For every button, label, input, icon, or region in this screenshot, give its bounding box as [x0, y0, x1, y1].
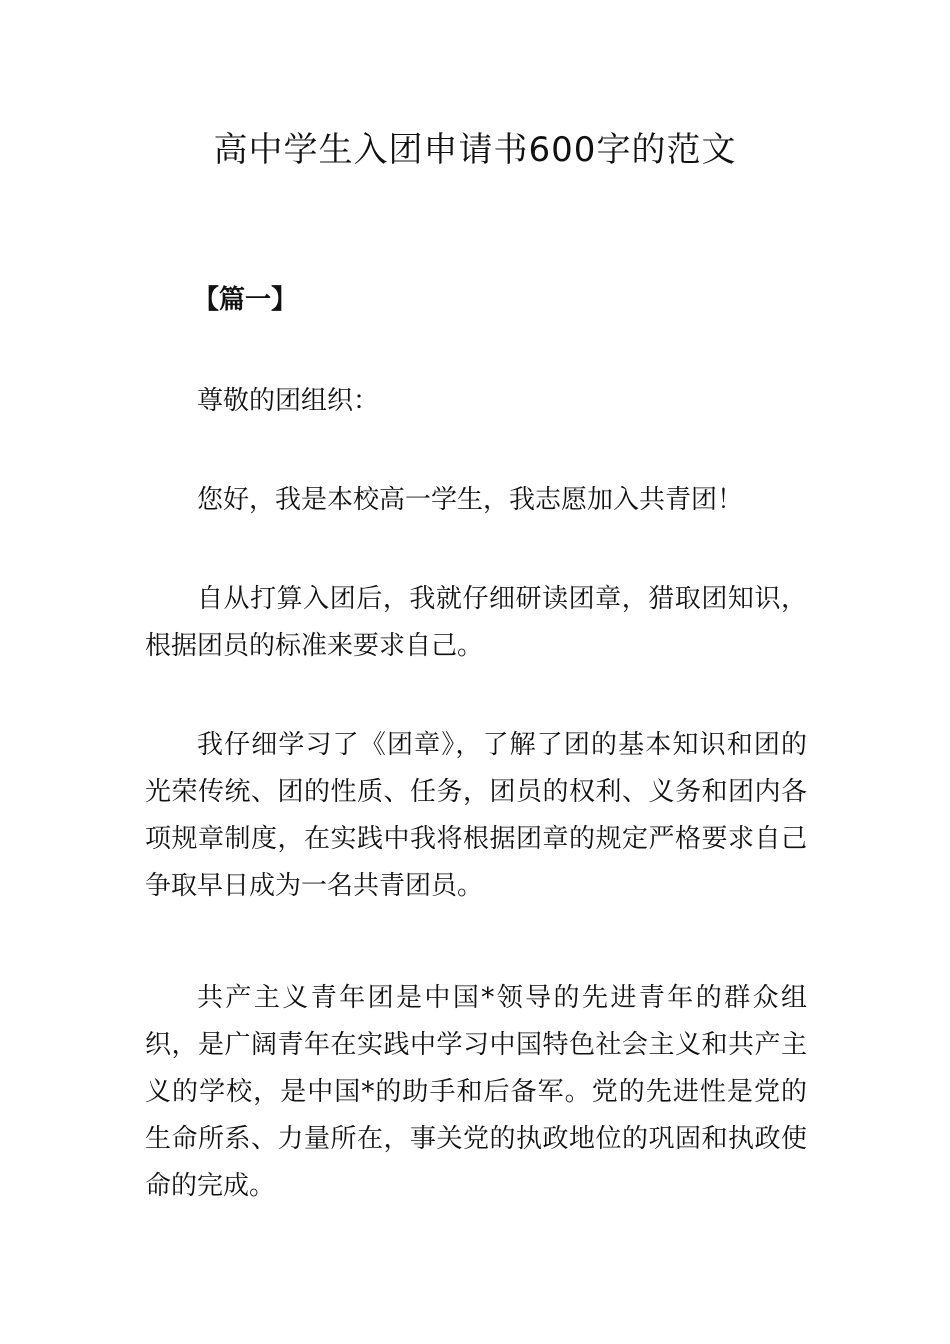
section-label: 【篇一】 — [193, 285, 298, 315]
paragraph-4: 共产主义青年团是中国*领导的先进青年的群众组织，是广阔青年在实践中学习中国特色社会主义和共产主义的学校，是中国*的助手和后备军。党的先进性是党的生命所系、力量所在，事关党的执政地位的巩固和执政使命的完成。 — [145, 983, 807, 1201]
paragraph-1: 您好，我是本校高一学生，我志愿加入共青团！ — [197, 485, 744, 515]
paragraph-3: 我仔细学习了《团章》，了解了团的基本知识和团的光荣传统、团的性质、任务，团员的权利、义务和团内各项规章制度，在实践中我将根据团章的规定严格要求自己争取早日成为一名共青团员。 — [145, 730, 807, 901]
page-title: 高中学生入团申请书600字的范文 — [213, 130, 737, 170]
paragraph-2: 自从打算入团后，我就仔细研读团章，猎取团知识，根据团员的标准来要求自己。 — [145, 584, 807, 661]
greeting-line: 尊敬的团组织： — [197, 386, 380, 416]
